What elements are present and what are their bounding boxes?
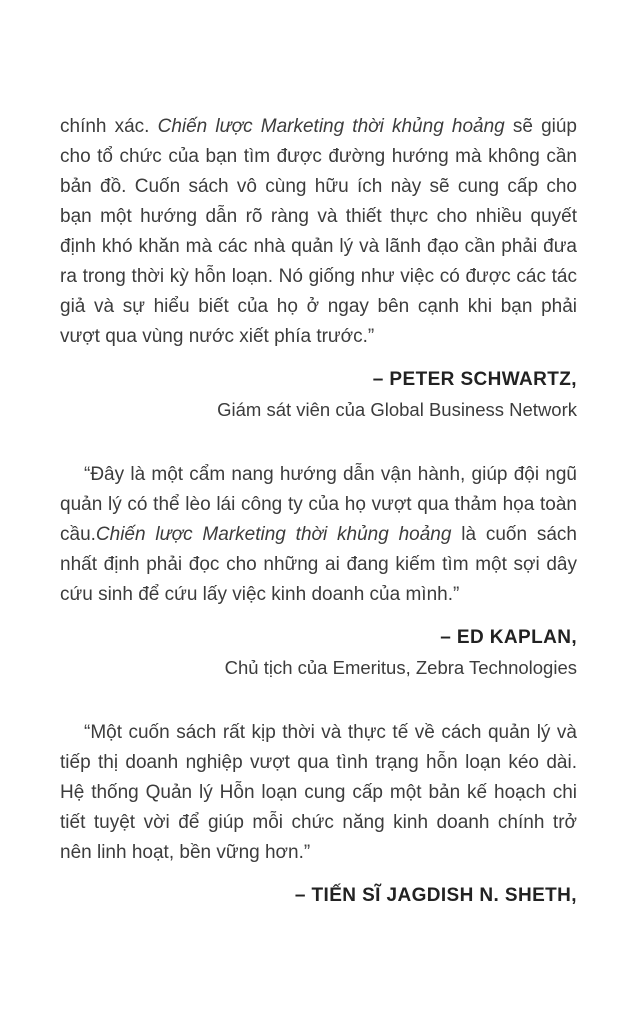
- testimonial-quote: [60, 718, 577, 868]
- attribution-name: – TIẾN SĨ JAGDISH N. SHETH,: [294, 885, 577, 906]
- attribution-role: Chủ tịch của Emeritus, Zebra Technologies: [224, 657, 577, 678]
- book-title-italic: Chiến lược Marketing thời khủng hoảng: [95, 524, 452, 545]
- testimonial-schwartz: [60, 112, 577, 424]
- testimonial-kaplan: [60, 460, 577, 682]
- attribution-name: – ED KAPLAN,: [440, 627, 577, 648]
- quote-text-pre: “Đây là một cẩm nang hướng dẫn vận hành, giúp đội ngũ quản lý có thể lèo lái công ty của họ vượt qua thảm họa toàn cầu.: [60, 464, 577, 545]
- quote-text-post: sẽ giúp cho tổ chức của bạn tìm được đường hướng mà không cần bản đồ. Cuốn sách vô cùng hữu ích này sẽ cung cấp cho bạn một hướng dẫn rõ ràng và thiết thực cho nhiều quyết định khó khăn mà các nhà quản lý và lãnh đạo cần phải đưa ra trong thời kỳ hỗn loạn. Nó giống như việc có được các tác giả và sự hiểu biết của họ ở ngay bên cạnh khi bạn phải vượt qua vùng nước xiết phía trước.”: [60, 116, 577, 347]
- attribution-name: – PETER SCHWARTZ,: [372, 369, 577, 390]
- testimonial-sheth: [60, 718, 577, 910]
- testimonial-quote: [60, 112, 577, 352]
- quote-text-post: là cuốn sách nhất định phải đọc cho những ai đang kiếm tìm một sợi dây cứu sinh để cứu lấy việc kinh doanh của mình.”: [60, 524, 577, 605]
- book-title-italic: Chiến lược Marketing thời khủng hoảng: [157, 116, 505, 137]
- testimonial-quote: [60, 460, 577, 610]
- quote-text-pre: chính xác.: [60, 116, 158, 137]
- quote-text-pre: “Một cuốn sách rất kịp thời và thực tế về cách quản lý và tiếp thị doanh nghiệp vượt qua tình trạng hỗn loạn kéo dài. Hệ thống Quản lý Hỗn loạn cung cấp một bản kế hoạch chi tiết tuyệt vời để giúp mỗi chức năng kinh doanh chính trở nên linh hoạt, bền vững hơn.”: [60, 722, 577, 863]
- attribution-role: Giám sát viên của Global Business Network: [217, 399, 577, 420]
